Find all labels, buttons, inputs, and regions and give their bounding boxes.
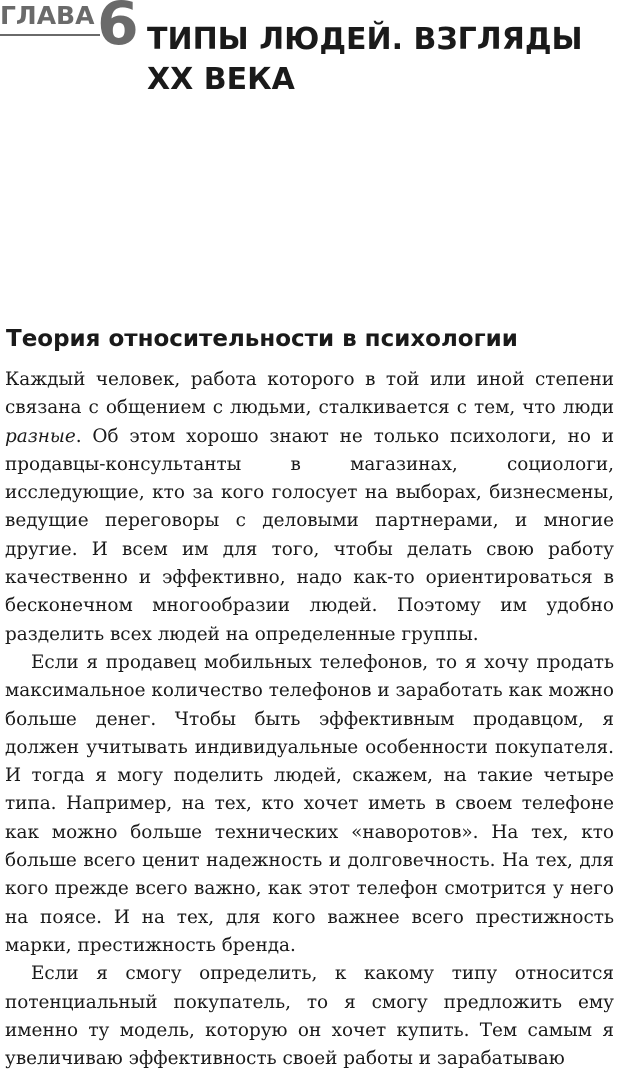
paragraph-1-end: . Об этом хорошо знают не только психологи, но и продавцы-консультанты в магазинах, социологи, исследующие, кто за кого голосует на выборах, бизнесмены, ведущие переговоры с деловыми партнерами, и многие другие. И всем им для того, чтобы делать свою работу качественно и эффективно, надо как-то ориентироваться в бесконечном многообразии людей. Поэтому им удобно разделить всех людей на определенные группы. bbox=[5, 425, 614, 645]
paragraph-2: Если я продавец мобильных телефонов, то я хочу продать максимальное количество телефонов и заработать как можно больше денег. Чтобы быть эффективным продавцом, я должен учитывать индивидуальные особенности покупателя. И тогда я могу поделить людей, скажем, на такие четыре типа. Например, на тех, кто хочет иметь в своем телефоне как можно больше технических «наворотов». На тех, кто больше всего ценит надежность и долговечность. На тех, для кого прежде всего важно, как этот телефон смотрится у него на поясе. И на тех, для кого важнее всего престижность марки, престижность бренда. bbox=[5, 651, 614, 956]
chapter-label: ГЛАВА bbox=[0, 1, 95, 30]
body-text bbox=[5, 366, 614, 1073]
chapter-number: 6 bbox=[97, 0, 139, 59]
chapter-rule bbox=[0, 34, 100, 36]
chapter-header bbox=[0, 0, 620, 110]
paragraph-1-emphasis: разные bbox=[5, 425, 76, 447]
section-title: Теория относительности в психологии bbox=[6, 326, 518, 352]
paragraph-3: Если я смогу определить, к какому типу относится потенциальный покупатель, то я смогу предложить ему именно ту модель, которую он хочет купить. Тем самым я увеличиваю эффективность своей работы и зарабатываю bbox=[5, 963, 614, 1070]
paragraph-1 bbox=[5, 366, 614, 649]
paragraph-1-start: Каждый человек, работа которого в той или иной степени связана с общением с людьми, сталкивается с тем, что люди bbox=[5, 369, 614, 419]
chapter-title: ТИПЫ ЛЮДЕЙ. ВЗГЛЯДЫ XX ВЕКА bbox=[147, 22, 583, 97]
